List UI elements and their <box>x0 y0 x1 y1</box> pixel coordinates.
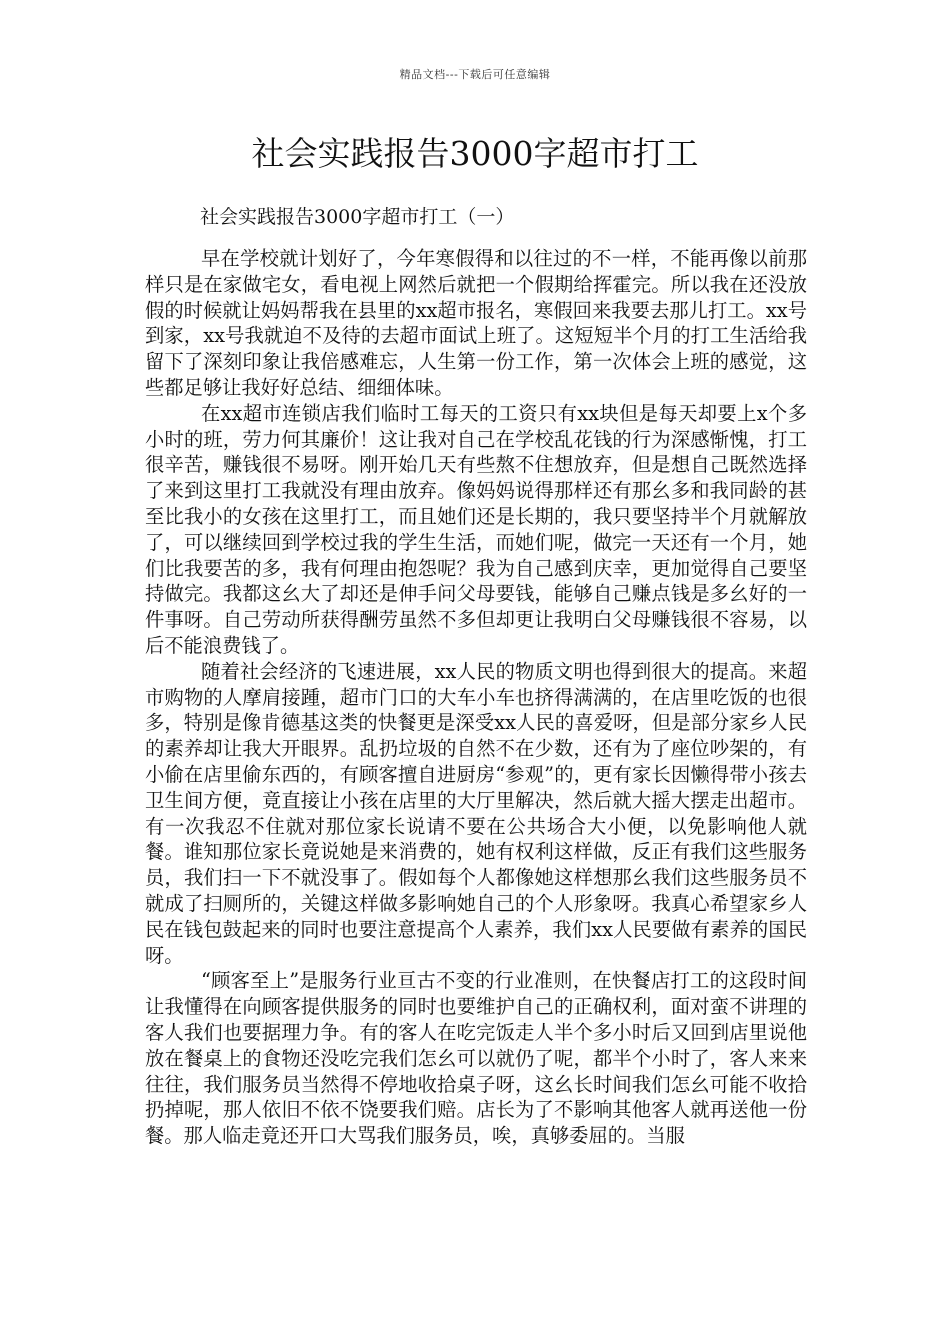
paragraph: “顾客至上”是服务行业亘古不变的行业准则，在快餐店打工的这段时间让我懂得在向顾客提供服务的同时也要维护自己的正确权利，面对蛮不讲理的客人我们也要据理力争。有的客人在吃完饭走人半个多小时后又回到店里说他放在餐桌上的食物还没吃完我们怎幺可以就仍了呢，都半个小时了，客人来来往往，我们服务员当然得不停地收拾桌子呀，这幺长时间我们怎幺可能不收拾扔掉呢，那人依旧不依不饶要我们赔。店长为了不影响其他客人就再送他一份餐。那人临走竟还开口大骂我们服务员，唉，真够委屈的。当服 <box>145 969 807 1148</box>
document-title: 社会实践报告3000字超市打工 <box>251 134 699 173</box>
paragraph: 随着社会经济的飞速进展，xx人民的物质文明也得到很大的提高。来超市购物的人摩肩接踵，超市门口的大车小车也挤得满满的，在店里吃饭的也很多，特别是像肯德基这类的快餐更是深受xx人民的喜爱呀，但是部分家乡人民的素养却让我大开眼界。乱扔垃圾的自然不在少数，还有为了座位吵架的，有小偷在店里偷东西的，有顾客擅自进厨房“参观”的，更有家长因懒得带小孩去卫生间方便，竟直接让小孩在店里的大厅里解决，然后就大摇大摆走出超市。有一次我忍不住就对那位家长说请不要在公共场合大小便，以免影响他人就餐。谁知那位家长竟说她是来消费的，她有权利这样做，反正有我们这些服务员，我们扫一下不就没事了。假如每个人都像她这样想那幺我们这些服务员不就成了扫厕所的，关键这样做多影响她自己的个人形象呀。我真心希望家乡人民在钱包鼓起来的同时也要注意提高个人素养，我们xx人民要做有素养的国民呀。 <box>145 659 807 967</box>
section-subtitle: 社会实践报告3000字超市打工（一） <box>200 206 515 228</box>
paragraph: 早在学校就计划好了，今年寒假得和以往过的不一样，不能再像以前那样只是在家做宅女，看电视上网然后就把一个假期给挥霍完。所以我在还没放假的时候就让妈妈帮我在县里的xx超市报名，寒假回来我要去那儿打工。xx号到家，xx号我就迫不及待的去超市面试上班了。这短短半个月的打工生活给我留下了深刻印象让我倍感难忘，人生第一份工作，第一次体会上班的感觉，这些都足够让我好好总结、细细体味。 <box>145 247 807 399</box>
document-body <box>145 246 807 1149</box>
paragraph: 在xx超市连锁店我们临时工每天的工资只有xx块但是每天却要上x个多小时的班，劳力何其廉价！这让我对自己在学校乱花钱的行为深感惭愧，打工很辛苦，赚钱很不易呀。刚开始几天有些熬不住想放弃，但是想自己既然选择了来到这里打工我就没有理由放弃。像妈妈说得那样还有那幺多和我同龄的甚至比我小的女孩在这里打工，而且她们还是长期的，我只要坚持半个月就解放了，可以继续回到学校过我的学生生活，而她们呢，做完一天还有一个月，她们比我要苦的多，我有何理由抱怨呢？我为自己感到庆幸，更加觉得自己要坚持做完。我都这幺大了却还是伸手问父母要钱，能够自己赚点钱是多幺好的一件事呀。自己劳动所获得酬劳虽然不多但却更让我明白父母赚钱很不容易，以后不能浪费钱了。 <box>145 401 807 657</box>
header-note: 精品文档---下载后可任意编辑 <box>399 68 551 81</box>
